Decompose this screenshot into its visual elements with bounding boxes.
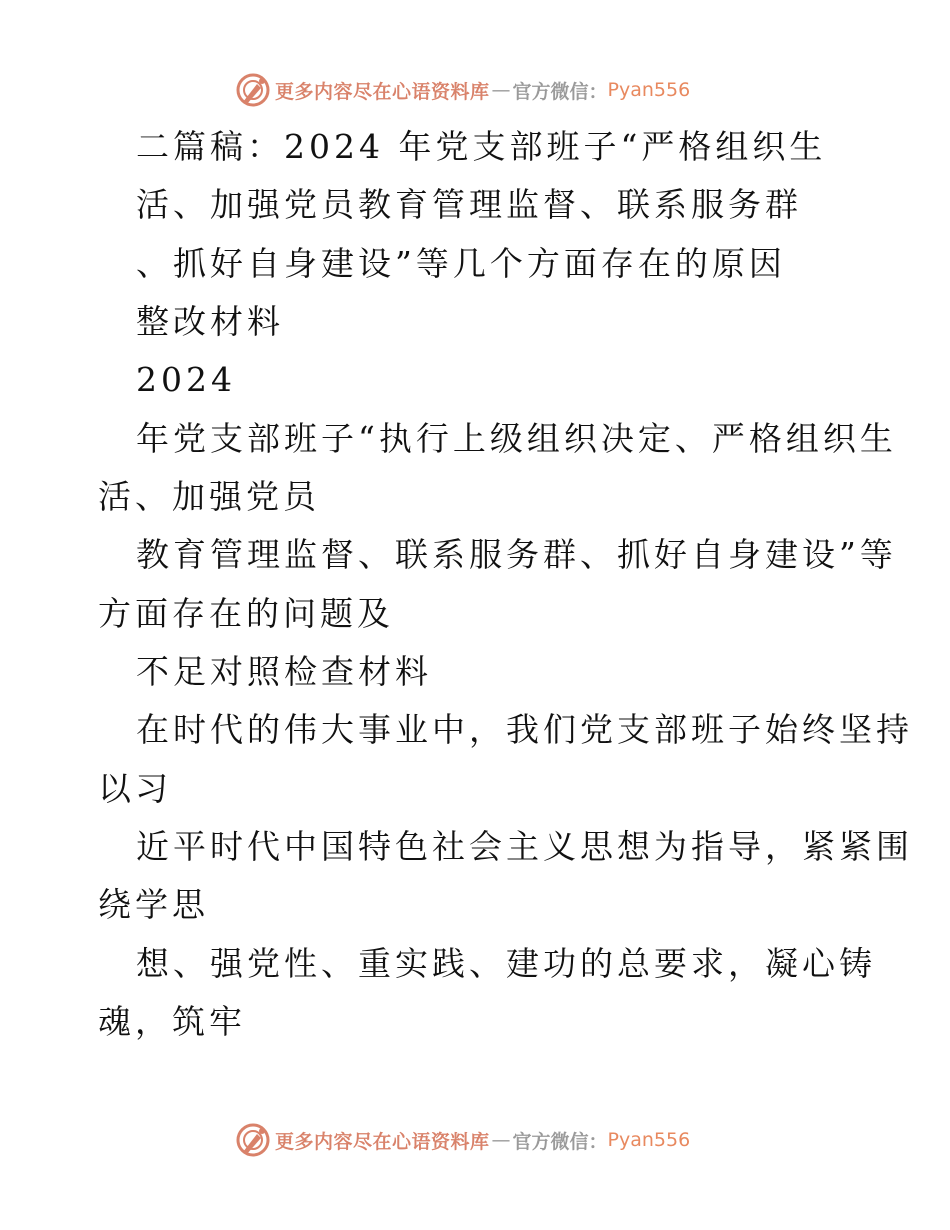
text-line: 以习: [98, 769, 172, 808]
text-line: 整改材料: [136, 302, 284, 341]
pen-circle-logo-icon: [235, 72, 271, 108]
text-line: 年党支部班子“执行上级组织决定、严格组织生: [136, 419, 897, 458]
text-line: 魂，筑牢: [98, 1002, 246, 1041]
watermark-wechat-id: Pyan556: [607, 1129, 691, 1151]
text-line: 想、强党性、重实践、建功的总要求，凝心铸: [136, 944, 876, 983]
watermark-dash: —: [491, 1129, 511, 1151]
text-line: 在时代的伟大事业中，我们党支部班子始终坚持: [136, 710, 913, 749]
watermark-wechat-label: 官方微信：: [512, 1130, 608, 1153]
text-line: 2024: [136, 360, 236, 399]
text-line: 绕学思: [98, 885, 209, 924]
watermark-wechat-label: 官方微信：: [512, 80, 608, 103]
watermark-dash: —: [491, 79, 511, 101]
text-line: 活、加强党员教育管理监督、联系服务群: [136, 185, 802, 224]
text-line: 活、加强党员: [98, 477, 320, 516]
text-line: 、抓好自身建设”等几个方面存在的原因: [136, 244, 786, 283]
watermark-site-text: 更多内容尽在心语资料库: [275, 1130, 490, 1153]
pen-circle-logo-icon: [235, 1122, 271, 1158]
watermark-site-text: 更多内容尽在心语资料库: [275, 80, 490, 103]
text-line: 不足对照检查材料: [136, 652, 432, 691]
text-line: 二篇稿：2024 年党支部班子“严格组织生: [136, 127, 827, 166]
text-line: 方面存在的问题及: [98, 594, 394, 633]
watermark-footer: [235, 1122, 690, 1158]
watermark-header: [235, 72, 690, 108]
text-line: 近平时代中国特色社会主义思想为指导，紧紧围: [136, 827, 913, 866]
watermark-wechat-id: Pyan556: [607, 79, 691, 101]
text-line: 教育管理监督、联系服务群、抓好自身建设”等: [136, 535, 897, 574]
